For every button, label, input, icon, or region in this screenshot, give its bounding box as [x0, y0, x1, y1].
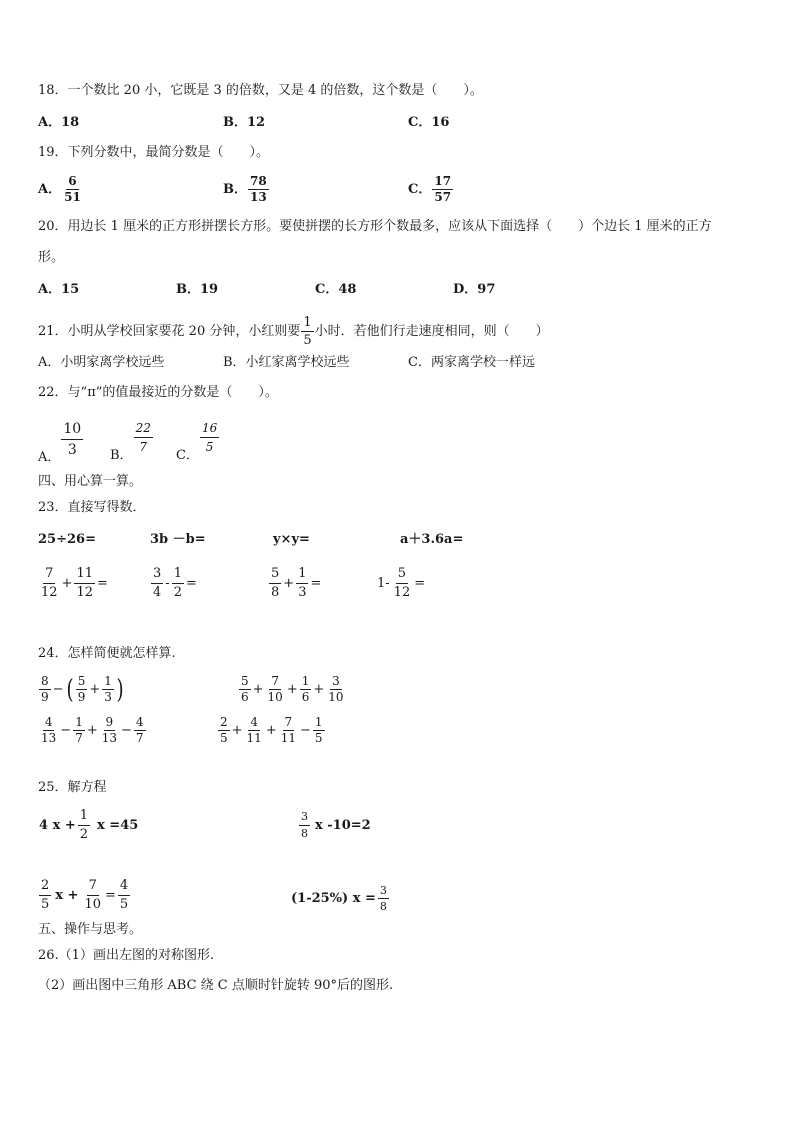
- q21-option-c: C．两家离学校一样远: [408, 355, 535, 370]
- q22-option-a: A． $\frac{10}{3}$: [38, 421, 82, 465]
- q25-equation-4: (1-25%) x = $\frac{3}{8}$: [291, 884, 387, 913]
- q18-stem: 18．一个数比 20 小，它既是 3 的倍数，又是 4 的倍数，这个数是（ ）。: [38, 83, 483, 98]
- q23-expr-4: a＋3.6a=: [400, 532, 464, 547]
- q18-option-a: A．18: [38, 115, 80, 130]
- q22-option-b: B． $\frac{22}{7}$: [110, 421, 151, 463]
- q19-option-a: A． $\frac{6}{51}$: [38, 174, 81, 204]
- q23-expr-2: 3b －b=: [150, 532, 206, 547]
- q20-option-a: A．15: [38, 282, 80, 297]
- q25-equation-2: $\frac{3}{8}$ x -10=2: [301, 810, 371, 840]
- q23-frac-expr-4: 1- $\frac{5}{12}$ =: [377, 566, 426, 600]
- q20-option-c: C．48: [315, 282, 357, 297]
- q24-expr-1: $\frac{8}{9}$ −( $\frac{5}{9}$ + $\frac{1}{3}$ ): [41, 674, 124, 705]
- q24-stem: 24．怎样简便就怎样算.: [38, 646, 176, 661]
- q22-option-c: C． $\frac{16}{5}$: [176, 421, 218, 463]
- q23-expr-3: y×y=: [273, 532, 310, 547]
- q25-equation-1: 4 x + $\frac{1}{2}$ x =45: [39, 808, 139, 842]
- q24-expr-3: $\frac{4}{13}$ − $\frac{1}{7}$ + $\frac{9}{13}$ − $\frac{4}{7}$: [41, 715, 144, 745]
- q26-part-1: 26.（1）画出左图的对称图形.: [38, 948, 215, 963]
- q18-option-b: B．12: [223, 115, 266, 130]
- q21-option-a: A．小明家离学校远些: [38, 355, 165, 370]
- q23-frac-expr-1: $\frac{7}{12}$ + $\frac{11}{12}$ =: [41, 566, 108, 600]
- q19-option-c: C． $\frac{17}{57}$: [408, 174, 452, 204]
- q20-option-b: B．19: [176, 282, 219, 297]
- section-5-heading: 五、操作与思考。: [38, 922, 143, 937]
- q18-option-c: C．16: [408, 115, 450, 130]
- q23-stem: 23．直接写得数．: [38, 500, 146, 515]
- q24-expr-4: $\frac{2}{5}$ + $\frac{4}{11}$ + $\frac{7}{11}$ − $\frac{1}{5}$: [220, 715, 323, 745]
- q23-expr-1: 25÷26=: [38, 532, 96, 547]
- q23-frac-expr-3: $\frac{5}{8}$ + $\frac{1}{3}$ =: [271, 566, 322, 600]
- q20-option-d: D．97: [453, 282, 496, 297]
- q19-stem: 19．下列分数中，最简分数是（ ）。: [38, 145, 270, 160]
- q22-stem: 22．与“π”的值最接近的分数是（ ）。: [38, 385, 278, 400]
- q23-frac-expr-2: $\frac{3}{4}$ - $\frac{1}{2}$ =: [153, 566, 197, 600]
- q20-stem-line1: 20．用边长 1 厘米的正方形拼摆长方形。要使拼摆的长方形个数最多，应该从下面选择（ ）个边长 1 厘米的正方: [38, 219, 712, 234]
- q26-part-2: （2）画出图中三角形 ABC 绕 C 点顺时针旋转 90°后的图形.: [38, 978, 394, 993]
- q19-option-b: B． $\frac{78}{13}$: [223, 174, 267, 204]
- q25-equation-3: $\frac{2}{5}$ x + $\frac{7}{10}$ = $\frac{4}{5}$: [41, 878, 129, 912]
- q24-expr-2: $\frac{5}{6}$ + $\frac{7}{10}$ + $\frac{1}{6}$ + $\frac{3}{10}$: [241, 674, 344, 704]
- q20-stem-line2: 形。: [38, 250, 65, 265]
- section-4-heading: 四、用心算一算。: [38, 474, 143, 489]
- q25-stem: 25．解方程: [38, 780, 107, 795]
- q21-option-b: B．小红家离学校远些: [223, 355, 350, 370]
- q21-stem: 21．小明从学校回家要花 20 分钟，小红则要 $\frac{1}{5}$ 小时．若他们行走速度相同，则（ ）: [38, 315, 549, 348]
